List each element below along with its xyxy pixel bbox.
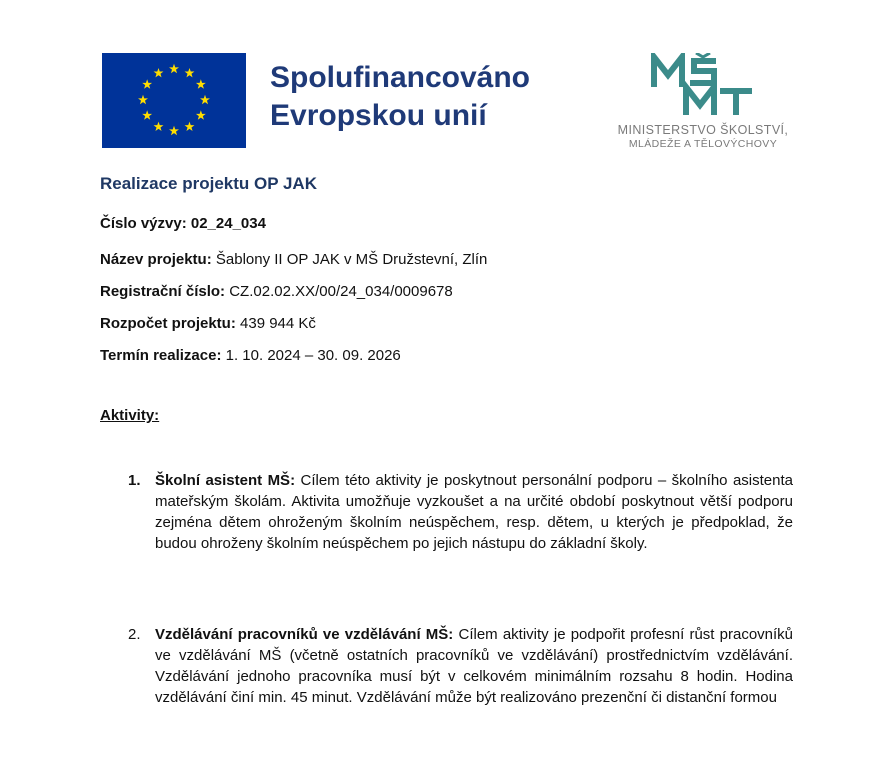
activity-item xyxy=(128,470,793,554)
eu-cofinanced-text xyxy=(270,59,530,135)
activity-body xyxy=(155,470,793,554)
call-number: Číslo výzvy: 02_24_034 xyxy=(100,215,266,232)
msmt-logo-block xyxy=(598,53,808,153)
activity-title: Školní asistent MŠ: xyxy=(155,472,296,489)
msmt-monogram-icon xyxy=(650,53,756,119)
ministry-name-line1: MINISTERSTVO ŠKOLSTVÍ, xyxy=(617,123,789,137)
project-heading: Realizace projektu OP JAK xyxy=(100,174,317,193)
call-number-line xyxy=(100,214,266,234)
term-value: 1. 10. 2024 – 30. 09. 2026 xyxy=(225,347,401,364)
registration-line xyxy=(100,282,453,302)
activity-text: Cílem této aktivity je poskytnout personální podporu – školního asistenta mateřským školám. Aktivita umožňuje vyzkoušet a na určité období poskytnout větší podporu zejména dětem ohroženým školním neúspěchem, resp. dětem, u kterých je předpoklad, že budou ohroženy školním neúspěchem po jejich nástupu do základní školy. xyxy=(155,472,793,552)
eu-text-line1: Spolufinancováno xyxy=(270,61,531,94)
activity-body xyxy=(155,624,793,708)
ministry-name-line2: MLÁDEŽE A TĚLOVÝCHOVY xyxy=(628,138,778,150)
activities-title: Aktivity: xyxy=(100,407,160,424)
eu-flag-logo xyxy=(102,53,246,148)
project-name-label: Název projektu: xyxy=(100,251,212,268)
registration-label: Registrační číslo: xyxy=(100,283,226,300)
budget-line xyxy=(100,314,316,334)
term-line xyxy=(100,346,401,366)
project-name-line xyxy=(100,250,487,270)
registration-value: CZ.02.02.XX/00/24_034/0009678 xyxy=(229,283,453,300)
budget-value: 439 944 Kč xyxy=(240,315,316,332)
eu-stars-icon xyxy=(102,53,246,148)
activity-item xyxy=(128,624,793,708)
project-name-value: Šablony II OP JAK v MŠ Družstevní, Zlín xyxy=(215,251,488,268)
activity-number: 2. xyxy=(128,626,141,643)
activity-text: Cílem aktivity je podpořit profesní růst pracovníků ve vzdělávání MŠ (včetně ostatních pracovníků ve vzdělávání) prostřednictvím vzdělávání. Vzdělávání jednoho pracovníka musí být v celkovém minimálním rozsahu 8 hodin. Hodina vzdělávání činí min. 45 minut. Vzdělávání může být realizováno prezenční či distanční formou xyxy=(155,626,794,706)
budget-label: Rozpočet projektu: xyxy=(100,315,236,332)
activity-number: 1. xyxy=(128,472,141,489)
activity-title: Vzdělávání pracovníků ve vzdělávání MŠ: xyxy=(155,626,454,643)
ministry-name xyxy=(598,123,808,151)
eu-text-line2: Evropskou unií xyxy=(270,99,487,132)
term-label: Termín realizace: xyxy=(100,347,222,364)
